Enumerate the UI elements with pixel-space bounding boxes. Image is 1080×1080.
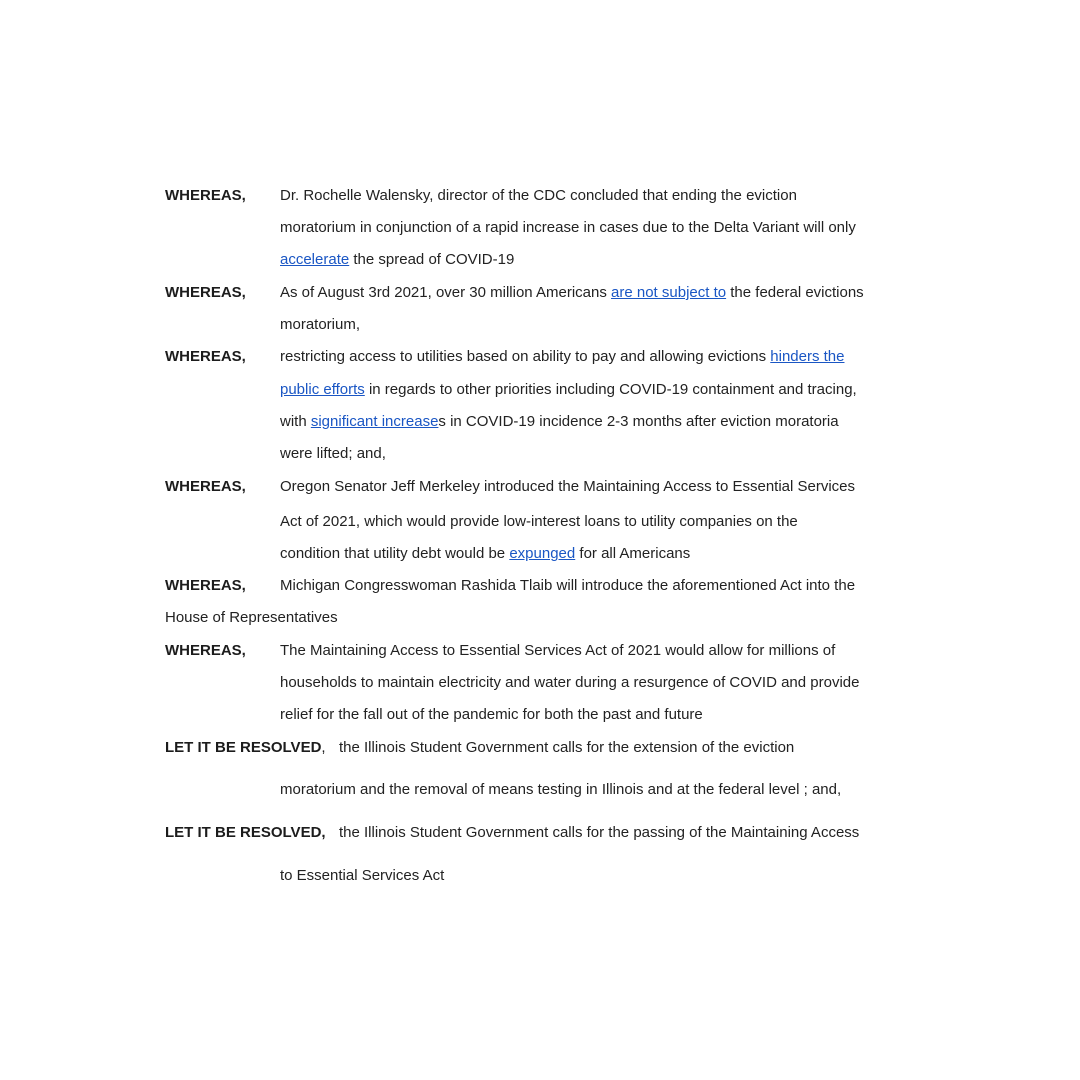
clause-text: Oregon Senator Jeff Merkeley introduced the Maintaining Access to Essential Services [280, 478, 856, 495]
clause-label: WHEREAS, [165, 348, 246, 365]
resolution-1-line-2: moratorium and the removal of means testing in Illinois and at the federal level ; and, [280, 781, 842, 798]
clause-text [280, 283, 864, 303]
link-expunged[interactable]: expunged [509, 545, 576, 562]
clause-label: WHEREAS, [165, 284, 246, 301]
clause-1-line-3 [280, 250, 514, 270]
link-significant-increases[interactable]: significant increase [310, 413, 439, 430]
clause-3-line-2 [280, 380, 857, 400]
clause-text-pre: condition that utility debt would be [280, 545, 510, 562]
clause-text-pre: As of August 3rd 2021, over 30 million Americans [280, 284, 612, 301]
clause-text: in regards to other priorities including COVID-19 containment and tracing, [364, 381, 857, 398]
clause-6-line-3: relief for the fall out of the pandemic for both the past and future [280, 706, 703, 723]
link-public-efforts[interactable]: public efforts [280, 381, 365, 398]
clause-text [280, 347, 844, 367]
clause-text-pre: restricting access to utilities based on ability to pay and allowing evictions [280, 348, 771, 365]
resolution-label-text: LET IT BE RESOLVED [165, 739, 322, 756]
resolution-text: the Illinois Student Government calls for the passing of the Maintaining Access [339, 824, 860, 841]
resolution-label-suffix: , [321, 739, 326, 756]
clause-text: the spread of COVID-19 [349, 251, 515, 268]
resolution-label [165, 738, 326, 758]
link-hinders-the[interactable]: hinders the [770, 348, 845, 365]
resolution-2-line-2: to Essential Services Act [280, 867, 445, 884]
clause-2-line-2: moratorium, [280, 316, 361, 333]
clause-text: The Maintaining Access to Essential Services Act of 2021 would allow for millions of [280, 642, 836, 659]
clause-text-post: s in COVID-19 incidence 2-3 months after eviction moratoria [438, 413, 839, 430]
clause-3-line-4: were lifted; and, [280, 445, 386, 462]
link-accelerate[interactable]: accelerate [280, 251, 350, 268]
clause-1-line-2: moratorium in conjunction of a rapid increase in cases due to the Delta Variant will only [280, 219, 856, 236]
clause-text-post: the federal evictions [726, 284, 864, 301]
link-are-not-subject-to[interactable]: are not subject to [611, 284, 727, 301]
clause-3-line-3 [280, 412, 839, 432]
clause-text-post: for all Americans [575, 545, 691, 562]
clause-text: Michigan Congresswoman Rashida Tlaib will introduce the aforementioned Act into the [280, 577, 856, 594]
clause-4-line-2: Act of 2021, which would provide low-interest loans to utility companies on the [280, 513, 798, 530]
clause-label: WHEREAS, [165, 577, 246, 594]
clause-label: WHEREAS, [165, 642, 246, 659]
resolution-label: LET IT BE RESOLVED, [165, 824, 326, 841]
clause-text-pre: with [280, 413, 311, 430]
resolution-text: the Illinois Student Government calls for the extension of the eviction [339, 739, 795, 756]
clause-label: WHEREAS, [165, 187, 246, 204]
clause-4-line-3 [280, 544, 690, 564]
clause-label: WHEREAS, [165, 478, 246, 495]
clause-6-line-2: households to maintain electricity and water during a resurgence of COVID and provide [280, 674, 860, 691]
clause-text: Dr. Rochelle Walensky, director of the CDC concluded that ending the eviction [280, 187, 797, 204]
clause-5-line-2: House of Representatives [165, 609, 338, 626]
